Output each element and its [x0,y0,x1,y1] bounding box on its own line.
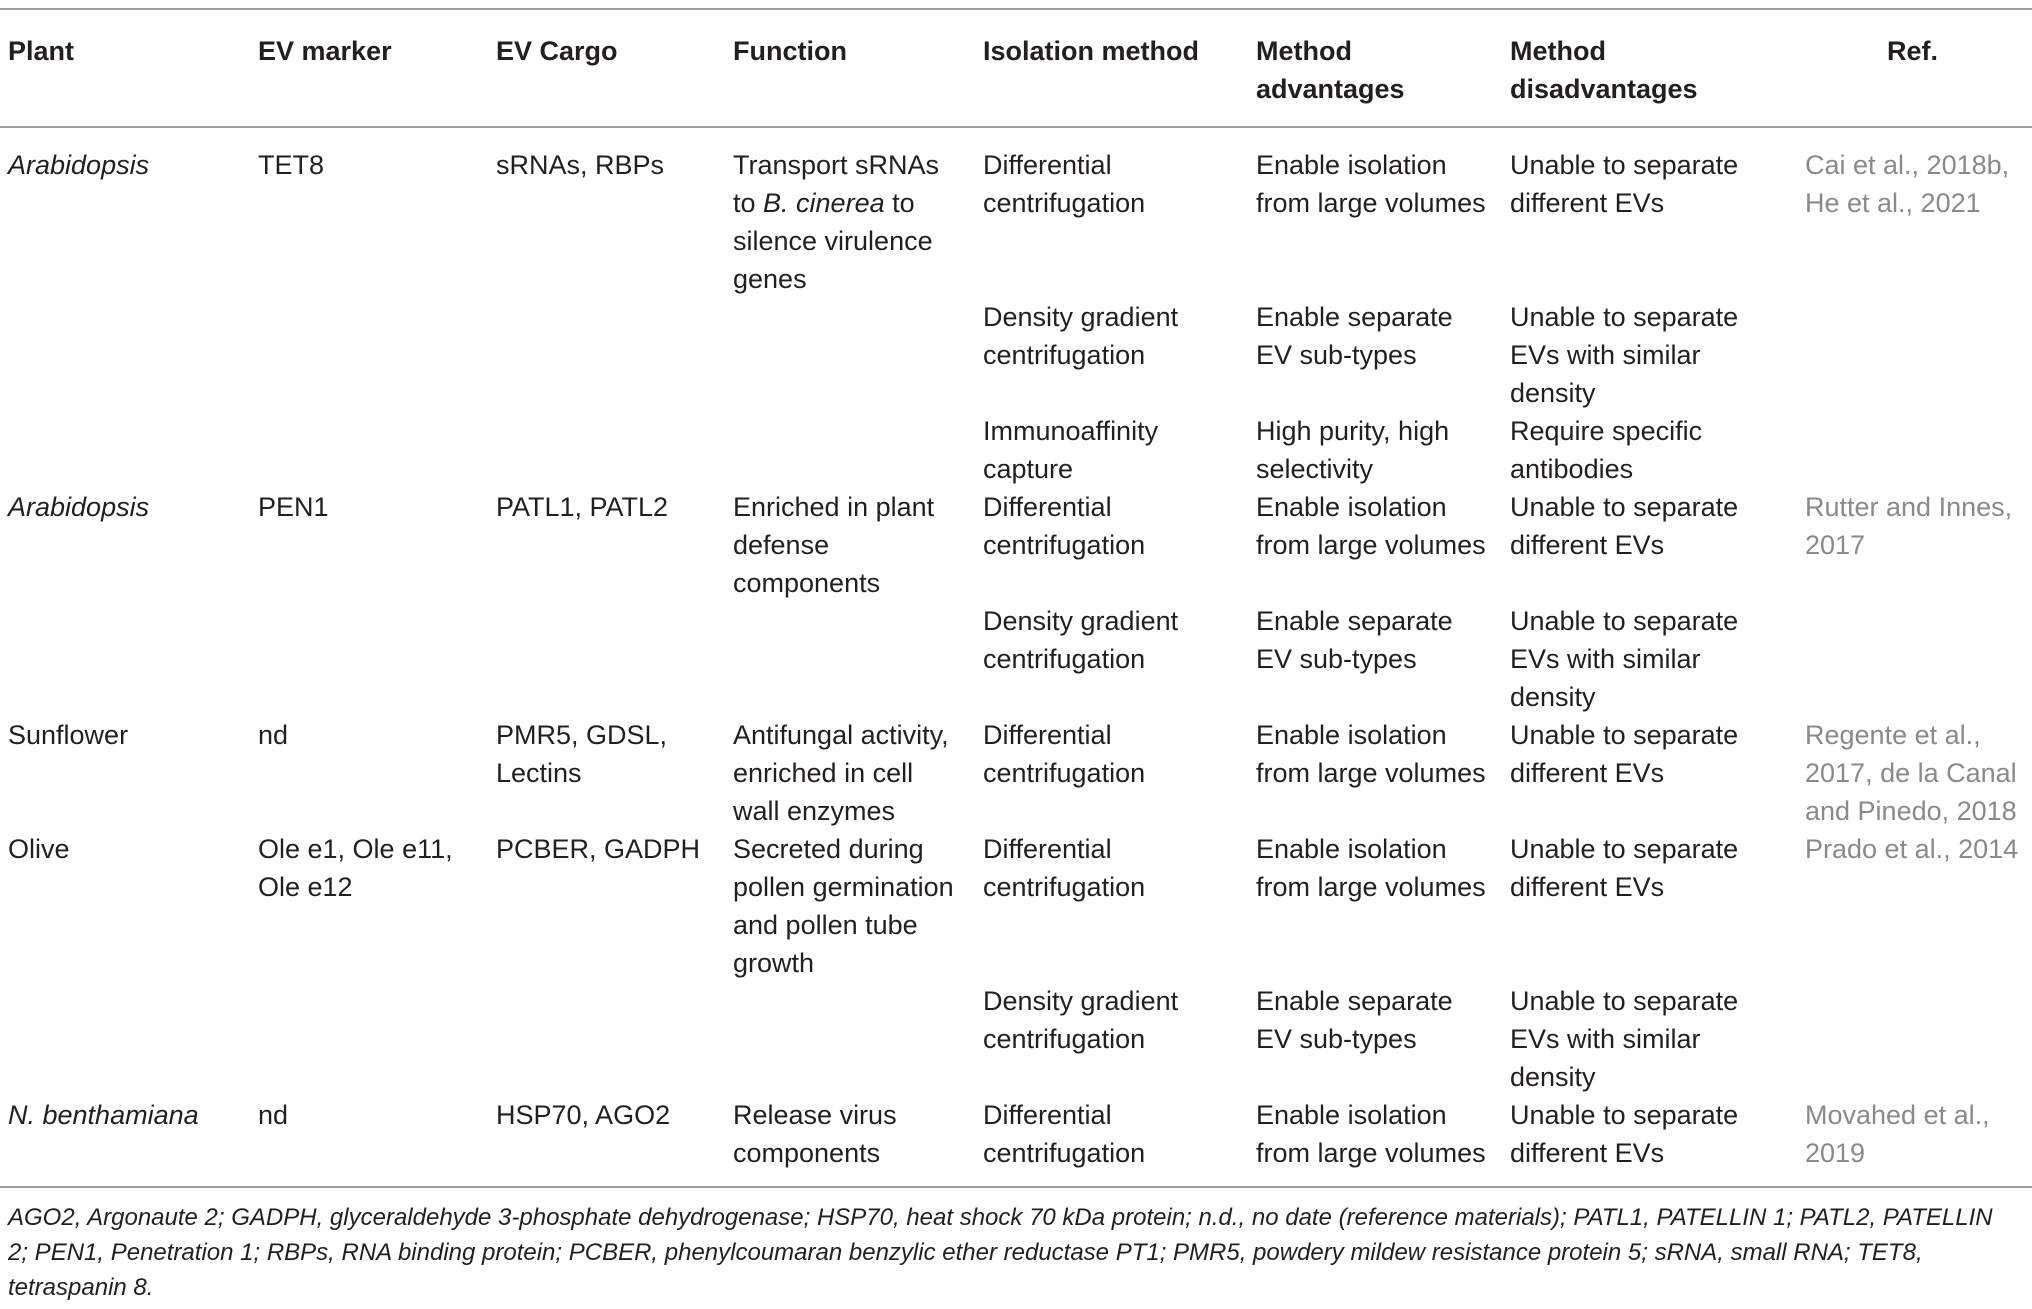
cell-function: Secreted during pollen germination and pollen tube growth [733,834,954,978]
cell-method: Density gradient centrifugation [983,986,1179,1054]
table-row [0,830,2032,982]
cell-advantages: Enable isolation from large volumes [1256,1100,1486,1168]
header-ref: Ref. [1886,36,1938,66]
table-row [0,298,2032,412]
cell-method: Differential centrifugation [983,834,1146,902]
cell-plant [0,298,250,412]
table-row [0,602,2032,716]
table-row [0,412,2032,488]
cell-disadvantages: Unable to separate EVs with similar density [1510,302,1739,408]
cell-plant: N. benthamiana [8,1100,199,1130]
cell-ref[interactable]: Rutter and Innes, 2017 [1805,492,2013,560]
cell-ref[interactable]: Cai et al., 2018b, He et al., 2021 [1805,150,2010,218]
cell-ref [1797,298,2032,412]
cell-advantages: Enable isolation from large volumes [1256,834,1486,902]
cell-method: Differential centrifugation [983,720,1146,788]
cell-ref[interactable]: Movahed et al., 2019 [1805,1100,1990,1168]
table-row [0,1096,2032,1187]
cell-cargo [488,298,725,412]
cell-method: Differential centrifugation [983,492,1146,560]
cell-cargo: HSP70, AGO2 [496,1100,671,1130]
cell-disadvantages: Unable to separate different EVs [1510,492,1739,560]
cell-marker [250,982,488,1096]
cell-function-text: Transport sRNAs to [733,150,940,218]
cell-disadvantages: Unable to separate different EVs [1510,150,1739,218]
cell-ref [1797,602,2032,716]
cell-method: Differential centrifugation [983,1100,1146,1168]
cell-ref [1797,982,2032,1096]
cell-ref [1797,412,2032,488]
cell-plant [0,982,250,1096]
table-row [0,716,2032,830]
cell-function [725,298,975,412]
cell-disadvantages: Unable to separate different EVs [1510,720,1739,788]
header-isolation-method: Isolation method [983,36,1199,66]
table-row [0,982,2032,1096]
cell-marker: nd [258,1100,289,1130]
cell-advantages: Enable separate EV sub-types [1256,986,1453,1054]
cell-plant: Olive [8,834,70,864]
table-container [0,8,2032,1188]
cell-marker [250,602,488,716]
cell-ref[interactable]: Prado et al., 2014 [1805,834,2019,864]
cell-plant: Arabidopsis [8,150,150,180]
header-method-advantages-text: Method advantages [1256,36,1405,104]
header-plant: Plant [8,36,75,66]
cell-function [725,127,975,298]
table-row [0,488,2032,602]
cell-disadvantages: Unable to separate EVs with similar density [1510,606,1739,712]
cell-advantages: Enable isolation from large volumes [1256,720,1486,788]
header-row [0,9,2032,127]
cell-marker: TET8 [258,150,325,180]
table-footnote: AGO2, Argonaute 2; GADPH, glyceraldehyde 3-phosphate dehydrogenase; HSP70, heat shock 70 kDa protein; n.d., no date (reference materials); PATL1, PATELLIN 1; PATL2, PATELLIN 2; PEN1, Penetration 1; RBPs, RNA binding protein; PCBER, phenylcoumaran benzylic ether reductase PT1; PMR5, powdery mildew resistance protein 5; sRNA, small RNA; TET8, tetraspanin 8. [8,1204,1993,1301]
cell-cargo [488,412,725,488]
cell-cargo: PMR5, GDSL, Lectins [496,720,668,788]
cell-advantages: Enable separate EV sub-types [1256,606,1453,674]
cell-plant [0,602,250,716]
cell-plant: Arabidopsis [8,492,150,522]
cell-disadvantages: Require specific antibodies [1510,416,1703,484]
cell-marker: PEN1 [258,492,329,522]
table-row [0,127,2032,298]
cell-function [725,602,975,716]
cell-disadvantages: Unable to separate different EVs [1510,834,1739,902]
cell-method: Immunoaffinity capture [983,416,1159,484]
cell-cargo [488,982,725,1096]
header-ev-cargo: EV Cargo [496,36,618,66]
header-ev-marker: EV marker [258,36,392,66]
cell-plant: Sunflower [8,720,129,750]
cell-advantages: High purity, high selectivity [1256,416,1450,484]
ev-table [0,8,2032,1188]
cell-method: Density gradient centrifugation [983,302,1179,370]
cell-method: Density gradient centrifugation [983,606,1179,674]
cell-cargo: PATL1, PATL2 [496,492,669,522]
cell-marker [250,298,488,412]
cell-disadvantages: Unable to separate EVs with similar density [1510,986,1739,1092]
cell-marker: nd [258,720,289,750]
cell-function [725,982,975,1096]
cell-function: Enriched in plant defense components [733,492,935,598]
cell-cargo: sRNAs, RBPs [496,150,665,180]
cell-cargo: PCBER, GADPH [496,834,701,864]
cell-disadvantages: Unable to separate different EVs [1510,1100,1739,1168]
header-method-disadvantages [1502,9,1797,127]
header-method-disadvantages-text: Method disadvantages [1510,36,1698,104]
header-method-advantages [1248,9,1502,127]
cell-function-organism: B. cinerea [763,188,885,218]
cell-advantages: Enable isolation from large volumes [1256,492,1486,560]
cell-function-text-end: to silence virulence genes [733,188,933,294]
cell-function: Antifungal activity, enriched in cell wall enzymes [733,720,949,826]
cell-function [725,412,975,488]
cell-ref[interactable]: Regente et al., 2017, de la Canal and Pinedo, 2018 [1805,720,2017,826]
cell-function: Release virus components [733,1100,897,1168]
header-function: Function [733,36,847,66]
cell-advantages: Enable isolation from large volumes [1256,150,1486,218]
cell-marker: Ole e1, Ole e11, Ole e12 [258,834,453,902]
cell-plant [0,412,250,488]
cell-method: Differential centrifugation [983,150,1146,218]
cell-marker [250,412,488,488]
cell-advantages: Enable separate EV sub-types [1256,302,1453,370]
cell-cargo [488,602,725,716]
